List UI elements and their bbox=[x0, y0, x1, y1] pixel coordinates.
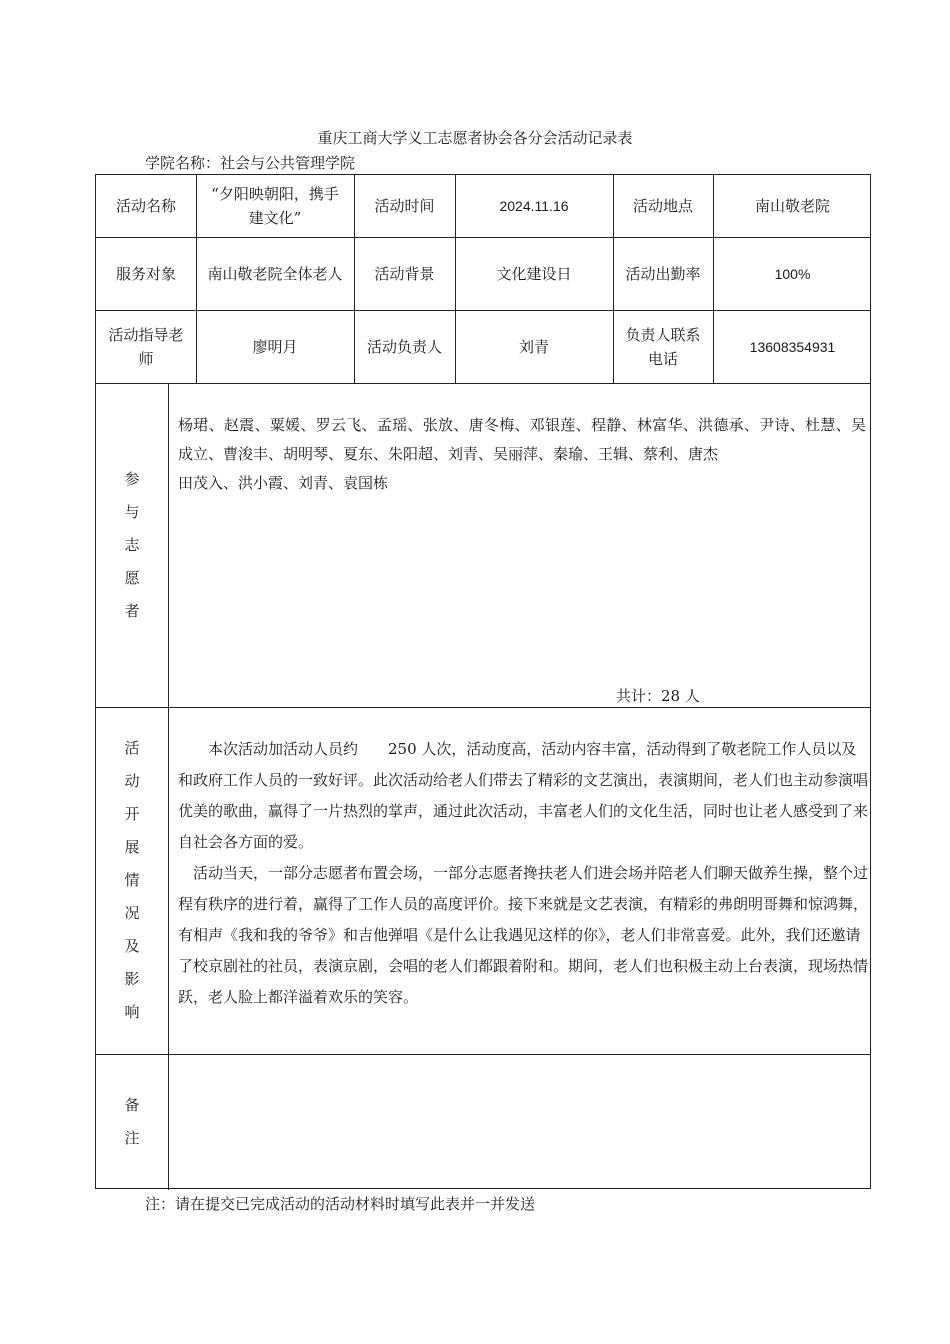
volunteers-label bbox=[96, 383, 168, 707]
label-char: 与 bbox=[124, 502, 140, 521]
service-target-label: 服务对象 bbox=[115, 264, 176, 283]
column-divider bbox=[168, 383, 169, 1190]
service-target-value: 南山敬老院全体老人 bbox=[207, 264, 343, 283]
label-char: 响 bbox=[124, 1003, 140, 1021]
activity-report bbox=[178, 734, 884, 1013]
label-char: 及 bbox=[124, 937, 140, 955]
footnote: 注：请在提交已完成活动的活动材料时填写此表并一并发送 bbox=[145, 1195, 536, 1213]
activity-background-value: 文化建设日 bbox=[496, 264, 572, 283]
label-char: 志 bbox=[124, 535, 140, 554]
row-divider bbox=[96, 1054, 870, 1055]
attendance-rate-value: 100% bbox=[774, 265, 811, 282]
report-paragraph: 活动当天，一部分志愿者布置会场，一部分志愿者搀扶老人们进会场并陪老人们聊天做养生操，整个过程有秩序的进行着，赢得了工作人员的高度评价。接下来就是文艺表演，有精彩的弗朗明哥舞和惊鸿舞，有相声《我和我的爷爷》和吉他弹唱《是什么让我遇见这样的你》，老人们非常喜爱。此外，我们还邀请了校京剧社的社员，表演京剧，会唱的老人们都跟着附和。期间，老人们也积极主动上台表演，现场热情 跃，老人脸上都洋溢着欢乐的笑容。 bbox=[178, 864, 884, 1006]
document-title: 重庆工商大学义工志愿者协会各分会活动记录表 bbox=[317, 129, 633, 147]
label-char: 开 bbox=[124, 805, 140, 823]
volunteer-line: 杨珺、赵震、粟媛、罗云飞、孟瑶、张放、唐冬梅、邓银莲、程静、林富华、洪德承、尹诗、杜慧、吴成立、曹浚丰、胡明琴、夏东、朱阳超、刘青、吴丽萍、秦瑜、王辑、蔡利、唐杰 bbox=[178, 416, 866, 463]
leader-value: 刘青 bbox=[518, 337, 549, 356]
activity-background-label: 活动背景 bbox=[374, 264, 435, 283]
report-paragraph: 本次活动加活动人员约 250 人次，活动度高，活动内容丰富，活动得到了敬老院工作人员以及和政府工作人员的一致好评。此次活动给老人们带去了精彩的文艺演出，表演期间，老人们也主动参演唱优美的歌曲，赢得了一片热烈的掌声，通过此次活动，丰富老人们的文化生活，同时也让老人感受到了来自社会各方面的爱。 bbox=[178, 740, 869, 851]
activity-time-label: 活动时间 bbox=[374, 197, 435, 215]
college-name: 学院名称：社会与公共管理学院 bbox=[145, 154, 356, 172]
label-char: 情 bbox=[124, 871, 140, 889]
label-char: 备 bbox=[124, 1096, 140, 1114]
report-label bbox=[96, 707, 168, 1054]
label-char: 展 bbox=[124, 838, 140, 856]
activity-location-label: 活动地点 bbox=[632, 197, 693, 215]
activity-name-value: “夕阳映朝阳，携手建文化” bbox=[211, 185, 339, 227]
volunteer-total: 共计：28 人 bbox=[616, 687, 700, 705]
label-char: 愿 bbox=[124, 568, 140, 587]
advisor-label: 活动指导老师 bbox=[108, 325, 184, 368]
advisor-value: 廖明月 bbox=[252, 337, 298, 356]
leader-phone-value: 13608354931 bbox=[749, 338, 836, 355]
volunteer-list bbox=[178, 411, 866, 498]
leader-label: 活动负责人 bbox=[366, 337, 442, 356]
label-char: 注 bbox=[124, 1129, 140, 1147]
remarks-label bbox=[96, 1054, 168, 1190]
label-char: 影 bbox=[124, 970, 140, 988]
volunteer-line: 田茂入、洪小霞、刘青、袁国栋 bbox=[178, 474, 389, 492]
row-divider bbox=[96, 383, 870, 384]
row-divider bbox=[96, 707, 870, 708]
attendance-rate-label: 活动出勤率 bbox=[625, 264, 701, 283]
label-char: 参 bbox=[124, 469, 140, 488]
label-char: 活 bbox=[124, 739, 140, 757]
label-char: 动 bbox=[124, 772, 140, 790]
activity-name-label: 活动名称 bbox=[115, 197, 176, 215]
activity-time-value: 2024.11.16 bbox=[499, 198, 569, 214]
label-char: 者 bbox=[124, 601, 140, 620]
activity-record-form bbox=[95, 174, 884, 1189]
label-char: 况 bbox=[124, 904, 140, 922]
activity-location-value: 南山敬老院 bbox=[754, 197, 830, 215]
leader-phone-label: 负责人联系电话 bbox=[625, 325, 701, 368]
